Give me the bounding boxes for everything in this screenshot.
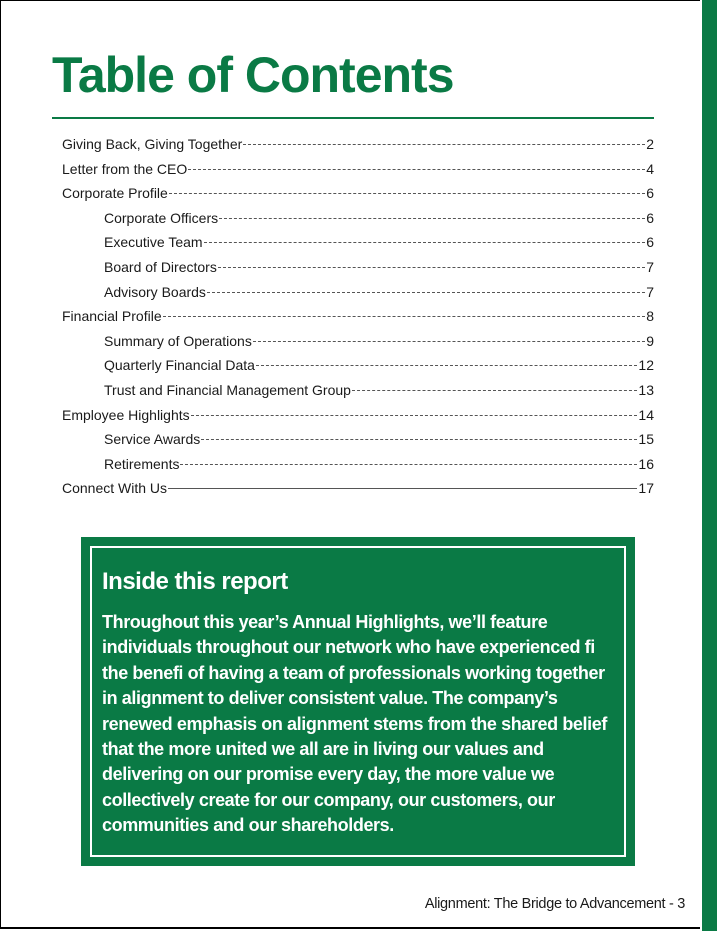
- toc-item-page: 2: [646, 136, 654, 152]
- toc-item[interactable]: [62, 136, 654, 161]
- toc-subitem[interactable]: [62, 431, 654, 456]
- accent-side-bar: [701, 0, 717, 931]
- toc-leader: [201, 439, 637, 440]
- toc-item-label: Advisory Boards: [104, 283, 206, 300]
- toc-item-label: Trust and Financial Management Group: [104, 381, 351, 398]
- toc-subitem[interactable]: [62, 234, 654, 259]
- toc-item[interactable]: [62, 480, 654, 505]
- toc-item-page: 7: [646, 283, 654, 300]
- title-rule: [52, 117, 654, 119]
- toc-leader: [168, 488, 637, 489]
- toc-item-label: Corporate Profile: [62, 185, 168, 202]
- toc-item[interactable]: [62, 308, 654, 333]
- toc-item-label: Letter from the CEO: [62, 160, 188, 177]
- toc-item-page: 6: [646, 209, 654, 226]
- toc-item-label: Giving Back, Giving Together: [62, 136, 243, 152]
- toc-item[interactable]: [62, 161, 654, 186]
- toc-item-page: 9: [646, 332, 654, 349]
- toc-item-label: Employee Highlights: [62, 406, 190, 423]
- callout-heading: Inside this report: [102, 568, 288, 595]
- toc-subitem[interactable]: [62, 357, 654, 382]
- inside-report-callout: [81, 537, 635, 866]
- toc-item-label: Summary of Operations: [104, 332, 252, 349]
- toc-subitem[interactable]: [62, 333, 654, 358]
- toc-leader: [163, 316, 646, 317]
- toc-subitem[interactable]: [62, 456, 654, 481]
- toc-leader: [204, 242, 646, 243]
- toc-item-page: 6: [646, 185, 654, 202]
- toc-item-page: 7: [646, 258, 654, 275]
- toc-leader: [352, 390, 637, 391]
- toc-leader: [191, 415, 638, 416]
- toc-leader: [188, 169, 645, 170]
- toc-item-label: Quarterly Financial Data: [104, 357, 255, 374]
- toc-item-page: 13: [638, 381, 654, 398]
- toc-item-label: Service Awards: [104, 431, 201, 448]
- toc-item-label: Board of Directors: [104, 258, 217, 275]
- toc-subitem[interactable]: [62, 382, 654, 407]
- toc-subitem[interactable]: [62, 284, 654, 309]
- toc-leader: [253, 341, 645, 342]
- toc-item-page: 8: [646, 308, 654, 325]
- toc-item-label: Financial Profile: [62, 308, 162, 325]
- toc-item-page: 15: [638, 431, 654, 448]
- toc-item-page: 12: [638, 357, 654, 374]
- toc-subitem[interactable]: [62, 259, 654, 284]
- callout-border: [90, 546, 626, 857]
- page-footer: Alignment: The Bridge to Advancement - 3: [424, 896, 685, 912]
- toc-subitem[interactable]: [62, 210, 654, 235]
- toc-item-label: Retirements: [104, 455, 180, 472]
- toc-leader: [169, 193, 645, 194]
- toc-item-label: Corporate Officers: [104, 209, 219, 226]
- toc-leader: [243, 144, 645, 145]
- toc-item-page: 4: [646, 160, 654, 177]
- toc-item-page: 17: [638, 480, 654, 497]
- toc-leader: [207, 292, 645, 293]
- toc-list: [62, 136, 654, 505]
- side-bar-edge: [700, 0, 702, 931]
- toc-item-label: Executive Team: [104, 234, 203, 251]
- toc-item-page: 16: [638, 455, 654, 472]
- toc-item-page: 14: [638, 406, 654, 423]
- toc-leader: [218, 267, 645, 268]
- callout-body: Throughout this year’s Annual Highlights, we’ll feature individuals throughout our network who have experienced fi the benefi of having a team of professionals working together in alignment to deliver consistent value. The company’s renewed emphasis on alignment stems from the shared belief that the more united we all are in living our values and delivering on our promise every day, the more value we collectively create for our company, our customers, our communities and our shareholders.: [102, 612, 607, 836]
- page-title: Table of Contents: [52, 47, 454, 103]
- toc-item-page: 6: [646, 234, 654, 251]
- toc-leader: [256, 365, 637, 366]
- toc-leader: [180, 464, 637, 465]
- toc-item[interactable]: [62, 407, 654, 432]
- toc-item-label: Connect With Us: [62, 480, 168, 497]
- toc-item[interactable]: [62, 185, 654, 210]
- toc-leader: [219, 218, 645, 219]
